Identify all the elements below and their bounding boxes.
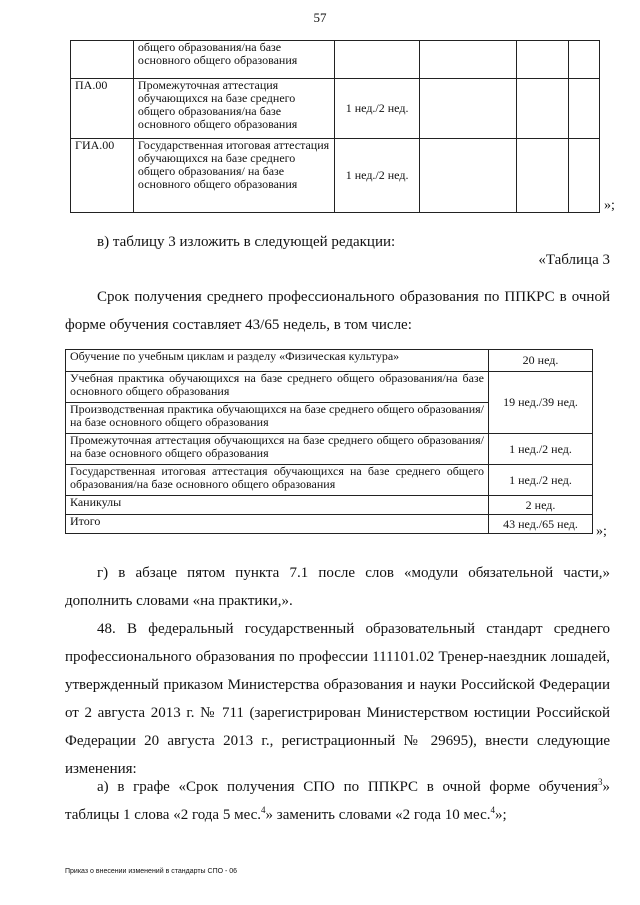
table-cell-name: общего образования/на базе основного общего образования	[133, 41, 335, 79]
table3-closing: »;	[596, 524, 607, 539]
table-cell-label: Обучение по учебным циклам и разделу «Физическая культура»	[66, 350, 489, 372]
paragraph-48-text: 48. В федеральный государственный образовательный стандарт среднего профессионального образования по профессии 111101.02 Тренер-наездник лошадей, утвержденный приказом Министерства образования и науки Российской Федерации от 2 августа 2013 г. № 711 (зарегистрирован Министерством юстиции Российской Федерации 20 августа 2013 г., регистрационный № 29695), внести следующие изменения:	[65, 621, 610, 777]
paragraph-g-text: г) в абзаце пятом пункта 7.1 после слов «модули обязательной части,» дополнить словами «на практики,».	[65, 565, 610, 609]
paragraph-g	[65, 559, 610, 615]
paragraph-srok-text: Срок получения среднего профессионального образования по ППКРС в очной форме обучения составляет 43/65 недель, в том числе:	[65, 289, 610, 333]
table-cell-empty	[569, 79, 600, 139]
table-cell-value: 2 нед.	[489, 496, 593, 515]
footnote-ref: 3	[598, 777, 603, 787]
table-top-closing: »;	[604, 198, 615, 213]
table-cell-label: Промежуточная аттестация обучающихся на базе среднего общего образования/на базе основного общего образования	[66, 434, 489, 465]
table-cell-label: Государственная итоговая аттестация обучающихся на базе среднего общего образования/на базе основного общего образования	[66, 465, 489, 496]
paragraph-a-part: » заменить словами «2 года 10 мес.	[265, 807, 491, 823]
table-row	[66, 350, 593, 372]
table-cell-empty	[419, 139, 516, 213]
table-row	[66, 372, 593, 403]
table-cell-value: 1 нед./2 нед.	[489, 434, 593, 465]
table-cell-code	[71, 41, 134, 79]
table-cell-label: Каникулы	[66, 496, 489, 515]
paragraph-a-part: »;	[495, 807, 507, 823]
table-cell-label: Производственная практика обучающихся на базе среднего общего образования/на базе основного общего образования	[66, 403, 489, 434]
table-cell-empty	[516, 139, 568, 213]
table-cell-label: Учебная практика обучающихся на базе среднего общего образования/на базе основного общего образования	[66, 372, 489, 403]
table-cell-empty	[569, 139, 600, 213]
footer: Приказ о внесении изменений в стандарты СПО - 06	[65, 868, 238, 875]
page-number: 57	[313, 10, 327, 25]
table-cell-code: ПА.00	[71, 79, 134, 139]
footnote-ref: 4	[490, 805, 495, 815]
table-cell-empty	[569, 41, 600, 79]
paragraph-a-part: а) в графе «Срок получения СПО по ППКРС в очной форме обучения	[97, 779, 598, 795]
table-cell-value	[335, 41, 419, 79]
table-cell-value: 43 нед./65 нед.	[489, 515, 593, 534]
table-cell-label: Итого	[66, 515, 489, 534]
table-cell-value: 19 нед./39 нед.	[489, 372, 593, 434]
table-cell-value: 20 нед.	[489, 350, 593, 372]
paragraph-v-text: в) таблицу 3 изложить в следующей редакции:	[97, 234, 396, 250]
table-row	[71, 79, 600, 139]
table3-label: «Таблица 3	[538, 252, 610, 268]
table-cell-value: 1 нед./2 нед.	[335, 79, 419, 139]
table-cell-name: Промежуточная аттестация обучающихся на базе среднего общего образования/на базе основного общего образования	[133, 79, 335, 139]
table-cell-empty	[516, 79, 568, 139]
table-cell-value: 1 нед./2 нед.	[489, 465, 593, 496]
paragraph-48	[65, 615, 610, 783]
table-row	[66, 515, 593, 534]
paragraph-a	[65, 773, 610, 829]
table-row	[66, 465, 593, 496]
table-row	[71, 139, 600, 213]
table-cell-empty	[419, 41, 516, 79]
table-top	[70, 40, 600, 213]
paragraph-srok	[65, 283, 610, 339]
table-3	[65, 349, 593, 534]
table-cell-value: 1 нед./2 нед.	[335, 139, 419, 213]
table-cell-name: Государственная итоговая аттестация обучающихся на базе среднего общего образования/ на базе основного общего образования	[133, 139, 335, 213]
table-row	[66, 496, 593, 515]
table-cell-empty	[419, 79, 516, 139]
paragraph-v	[65, 228, 610, 256]
table-row	[66, 434, 593, 465]
table-row	[71, 41, 600, 79]
table-cell-empty	[516, 41, 568, 79]
table-cell-code: ГИА.00	[71, 139, 134, 213]
footnote-ref: 4	[261, 805, 266, 815]
paragraph-a-part: » таблицы 1 слова «2 года 5 мес.	[65, 779, 610, 823]
